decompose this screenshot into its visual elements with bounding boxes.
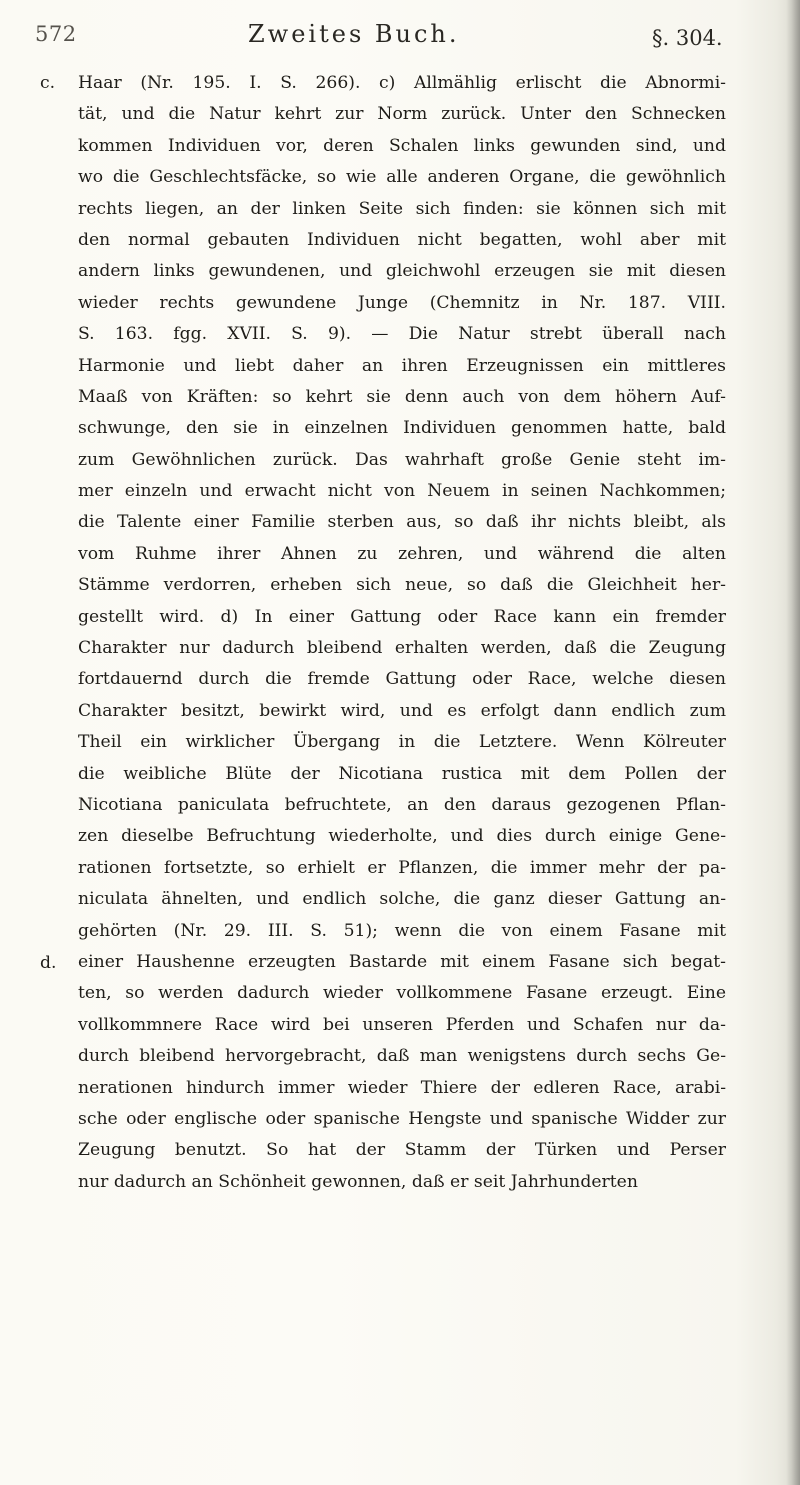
text-line: ten, so werden dadurch wieder vollkommene Fasane erzeugt. Eine <box>78 983 726 1004</box>
text-line: Maaß von Kräften: so kehrt sie denn auch von dem höhern Auf- <box>78 386 726 407</box>
page-edge-shadow <box>786 0 800 1485</box>
text-line: niculata ähnelten, und endlich solche, die ganz dieser Gattung an- <box>78 889 726 910</box>
margin-mark-d: d. <box>40 953 57 973</box>
text-line: Zeugung benutzt. So hat der Stamm der Türken und Perser <box>78 1140 726 1161</box>
text-line: Stämme verdorren, erheben sich neue, so daß die Gleichheit her- <box>78 575 726 596</box>
text-line: wo die Geschlechtsfäcke, so wie alle anderen Organe, die gewöhnlich <box>78 167 726 188</box>
text-line: durch bleibend hervorgebracht, daß man wenigstens durch sechs Ge- <box>78 1046 726 1067</box>
running-head: Zweites Buch. <box>248 20 460 48</box>
text-line: Nicotiana paniculata befruchtete, an den daraus gezogenen Pflan- <box>78 794 726 815</box>
text-line: nur dadurch an Schönheit gewonnen, daß er seit Jahrhunderten <box>78 1171 638 1192</box>
text-line: einer Haushenne erzeugten Bastarde mit einem Fasane sich begat- <box>78 951 726 972</box>
text-line: die Talente einer Familie sterben aus, so daß ihr nichts bleibt, als <box>78 512 726 533</box>
margin-mark-c: c. <box>40 73 56 93</box>
text-line: S. 163. fgg. XVII. S. 9). — Die Natur strebt überall nach <box>78 324 726 345</box>
text-line: Charakter besitzt, bewirkt wird, und es erfolgt dann endlich zum <box>78 700 726 721</box>
text-line: die weibliche Blüte der Nicotiana rustica mit dem Pollen der <box>78 763 726 784</box>
page-number: 572 <box>35 22 77 46</box>
text-line: den normal gebauten Individuen nicht begatten, wohl aber mit <box>78 229 726 250</box>
text-line: Charakter nur dadurch bleibend erhalten werden, daß die Zeugung <box>78 638 726 659</box>
text-line: andern links gewundenen, und gleichwohl erzeugen sie mit diesen <box>78 261 726 282</box>
text-line: kommen Individuen vor, deren Schalen links gewunden sind, und <box>78 135 726 156</box>
text-line: rechts liegen, an der linken Seite sich finden: sie können sich mit <box>78 198 726 219</box>
text-line: zen dieselbe Befruchtung wiederholte, und dies durch einige Gene- <box>78 826 726 847</box>
body-text <box>78 68 726 1198</box>
text-line: Harmonie und liebt daher an ihren Erzeugnissen ein mittleres <box>78 355 726 376</box>
text-line: rationen fortsetzte, so erhielt er Pflanzen, die immer mehr der pa- <box>78 857 726 878</box>
text-line: gestellt wird. d) In einer Gattung oder Race kann ein fremder <box>78 606 726 627</box>
text-line: fortdauernd durch die fremde Gattung oder Race, welche diesen <box>78 669 726 690</box>
text-line: schwunge, den sie in einzelnen Individuen genommen hatte, bald <box>78 418 726 439</box>
text-line: wieder rechts gewundene Junge (Chemnitz in Nr. 187. VIII. <box>78 292 726 313</box>
text-line: sche oder englische oder spanische Hengste und spanische Widder zur <box>78 1108 726 1129</box>
text-line: nerationen hindurch immer wieder Thiere der edleren Race, arabi- <box>78 1077 726 1098</box>
text-line: vollkommnere Race wird bei unseren Pferden und Schafen nur da- <box>78 1014 726 1035</box>
text-line: Haar (Nr. 195. I. S. 266). c) Allmählig erlischt die Abnormi- <box>78 73 726 93</box>
section-number: §. 304. <box>652 26 723 50</box>
page-header <box>0 18 800 58</box>
text-line: vom Ruhme ihrer Ahnen zu zehren, und während die alten <box>78 543 726 564</box>
text-line: zum Gewöhnlichen zurück. Das wahrhaft große Genie steht im- <box>78 449 726 470</box>
text-line: Theil ein wirklicher Übergang in die Letztere. Wenn Kölreuter <box>78 732 726 753</box>
text-line: mer einzeln und erwacht nicht von Neuem in seinen Nachkommen; <box>78 481 726 502</box>
text-line: gehörten (Nr. 29. III. S. 51); wenn die von einem Fasane mit <box>78 920 726 941</box>
text-line: tät, und die Natur kehrt zur Norm zurück. Unter den Schnecken <box>78 104 726 125</box>
